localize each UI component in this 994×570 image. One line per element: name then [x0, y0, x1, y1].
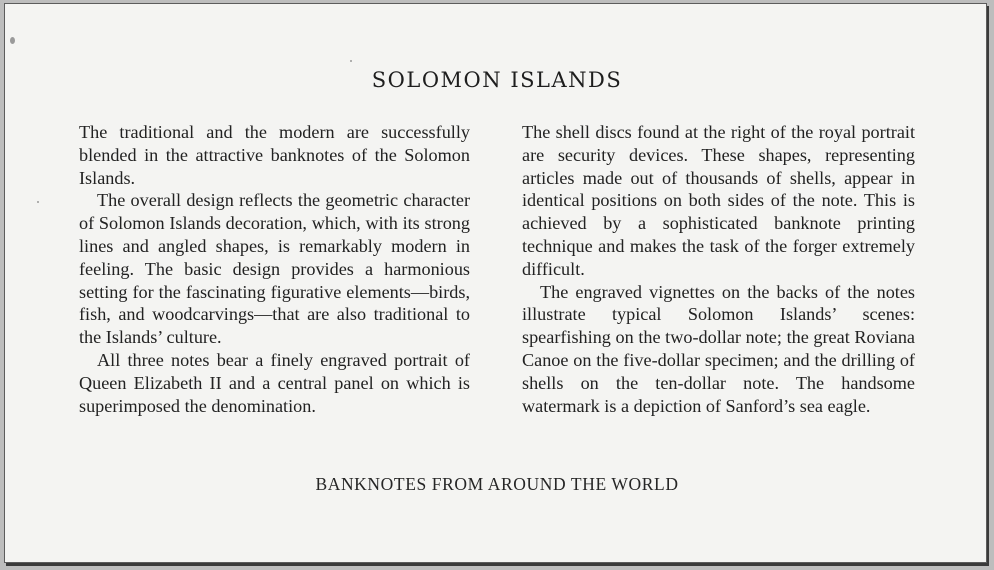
paragraph-intro: The traditional and the modern are successfully blended in the attractive banknotes of the Solomon Islands.	[79, 122, 470, 188]
paper-speck	[37, 201, 39, 203]
page-title: SOLOMON ISLANDS	[371, 68, 623, 92]
paragraph-security: The shell discs found at the right of the royal portrait are security devices. These shapes, representing articles made out of thousands of shells, appear in identical positions on both sides of the note. This is achieved by a sophisticated banknote printing technique and makes the task of the forger extremely difficult.	[522, 122, 915, 279]
paper-speck	[10, 37, 15, 44]
series-footer: BANKNOTES FROM AROUND THE WORLD	[315, 474, 679, 494]
left-column	[79, 121, 470, 417]
paper-speck	[350, 60, 352, 62]
paragraph-design: The overall design reflects the geometric character of Solomon Islands decoration, which, with its strong lines and angled shapes, is remarkably modern in feeling. The basic design provides a harmonious setting for the fascinating figurative elements—birds, fish, and woodcarvings—that are also traditional to the Islands’ culture.	[79, 190, 470, 348]
paragraph-portrait: All three notes bear a finely engraved portrait of Queen Elizabeth II and a central panel on which is superimposed the denomination.	[79, 349, 470, 416]
right-column	[522, 121, 915, 417]
paragraph-vignettes: The engraved vignettes on the backs of the notes illustrate typical Solomon Islands’ scenes: spearfishing on the two-dollar note; the great Roviana Canoe on the five-dollar specimen; and the drilling of shells on the ten-dollar note. The handsome watermark is a depiction of Sanford’s sea eagle.	[522, 281, 915, 416]
